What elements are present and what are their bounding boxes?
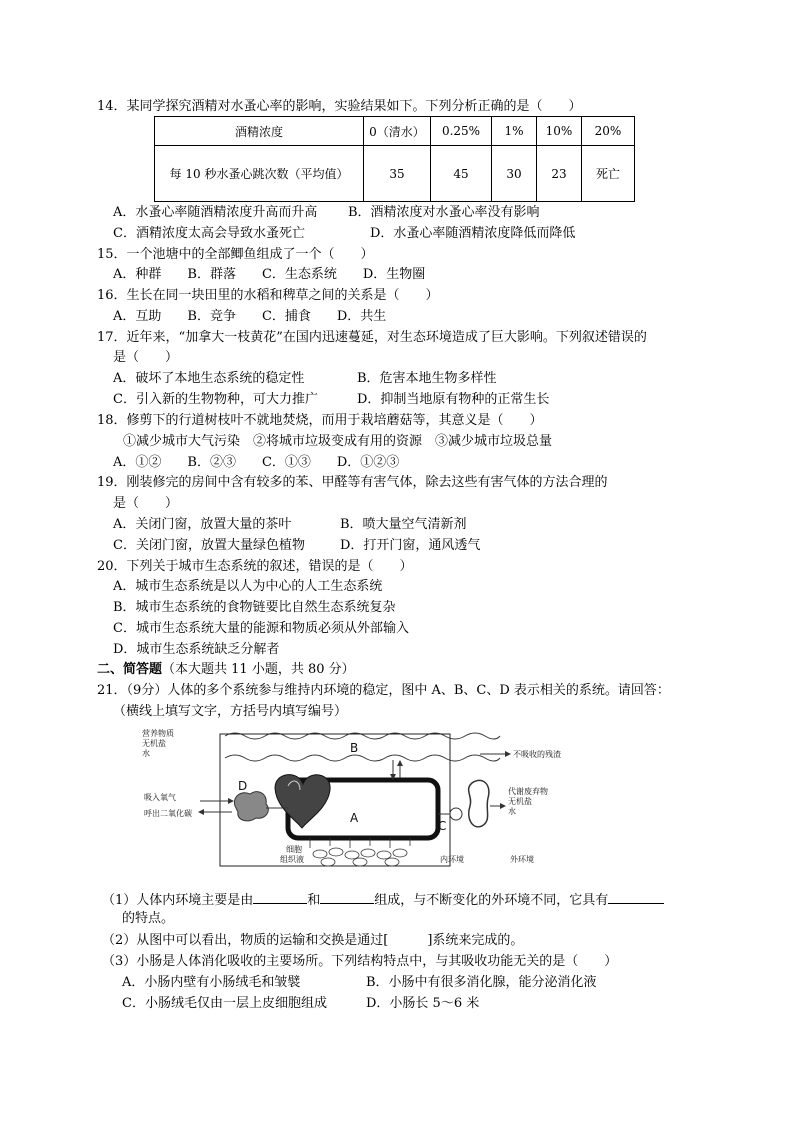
label-a: A (350, 811, 359, 825)
q17-option-d: D．抑制当地原有物种的正常生长 (357, 392, 550, 407)
q20-option-d: D．城市生态系统缺乏分解者 (113, 642, 280, 657)
answer-blank-1[interactable] (253, 890, 307, 904)
table-header-row (155, 117, 635, 146)
body-systems-diagram (140, 728, 570, 878)
table-cell: 死亡 (582, 146, 635, 202)
q14-table (154, 116, 635, 202)
q19-option-b: B．喷大量空气清新剂 (340, 517, 467, 532)
q20-option-c: C．城市生态系统大量的能源和物质必须从外部输入 (113, 621, 409, 636)
table-cell: 10% (537, 117, 582, 146)
diagram-svg (140, 728, 570, 878)
q17-option-b: B．危害本地生物多样性 (357, 371, 497, 386)
table-cell: 20% (582, 117, 635, 146)
waste-label-1: 代谢废弃物 (508, 787, 548, 796)
nutrients-label-3: 水 (142, 749, 150, 758)
q21-part3: （3）小肠是人体消化吸收的主要场所。下列结构特点中，与其吸收功能无关的是（ ） (102, 954, 618, 969)
q21-part3-option-b: B．小肠中有很多消化腺，能分泌消化液 (366, 975, 597, 990)
table-cell: 23 (537, 146, 582, 202)
q21-part3-option-a: A．小肠内壁有小肠绒毛和皱襞 (122, 975, 301, 990)
q21-part1-text-a: （1）人体内环境主要是由 (102, 893, 254, 908)
section-heading (97, 661, 355, 679)
q20-stem: 20．下列关于城市生态系统的叙述，错误的是（ ） (97, 559, 413, 574)
q21-part1-text-c: 组成，与不断变化的外环境不同，它具有 (374, 893, 609, 908)
q18-items: ①减少城市大气污染 ②将城市垃圾变成有用的资源 ③减少城市垃圾总量 (123, 434, 553, 449)
table-cell: 45 (431, 146, 492, 202)
label-b: B (350, 741, 359, 755)
tissue-fluid-label: 组织液 (280, 855, 304, 864)
q19-option-d: D．打开门窗，通风透气 (340, 538, 481, 553)
table-cell: 0（清水） (364, 117, 431, 146)
q16-stem: 16．生长在同一块田里的水稻和稗草之间的关系是（ ） (97, 288, 439, 303)
unabsorbed-label: 不吸收的残渣 (513, 750, 561, 759)
q21-hint: （横线上填写文字，方括号内填写编号） (113, 704, 348, 719)
q14-option-d: D．水蚤心率随酒精浓度降低而降低 (370, 226, 576, 241)
q17-option-c: C．引入新的生物物种，可大力推广 (113, 392, 318, 407)
q21-stem: 21．（9分）人体的多个系统参与维持内环境的稳定，图中 A、B、C、D 表示相关的系统。请回答： (97, 683, 670, 698)
q19-stem-cont: 是（ ） (113, 496, 179, 511)
q19-stem: 19．刚装修完的房间中含有较多的苯、甲醛等有害气体，除去这些有害气体的方法合理的 (97, 475, 608, 490)
q19-option-c: C．关闭门窗，放置大量绿色植物 (113, 538, 305, 553)
q21-part3-option-c: C．小肠绒毛仅由一层上皮细胞组成 (122, 996, 327, 1011)
q17-option-a: A．破坏了本地生态系统的稳定性 (113, 371, 305, 386)
table-cell: 35 (364, 146, 431, 202)
q14-option-b: B．酒精浓度对水蚤心率没有影响 (348, 205, 540, 220)
q16-options: A．互助 B．竞争 C．捕食 D．共生 (113, 309, 387, 324)
q21-part3-option-d: D．小肠长 5～6 米 (366, 996, 480, 1011)
table-cell: 酒精浓度 (155, 117, 364, 146)
waste-label-2: 无机盐 (508, 797, 532, 806)
q21-part2: （2）从图中可以看出，物质的运输和交换是通过[ ]系统来完成的。 (102, 933, 524, 948)
q21-part1-cont: 的特点。 (122, 911, 175, 926)
gas-out-label: 呼出二氧化碳 (144, 809, 192, 818)
table-cell: 每 10 秒水蚤心跳次数（平均值） (155, 146, 364, 202)
q18-stem: 18．修剪下的行道树枝叶不就地焚烧，而用于栽培蘑菇等，其意义是（ ） (97, 413, 543, 428)
q18-options: A．①② B．②③ C．①③ D．①②③ (113, 455, 400, 470)
answer-blank-2[interactable] (320, 890, 374, 904)
external-env-label: 外环境 (510, 855, 534, 864)
q14-option-c: C．酒精浓度太高会导致水蚤死亡 (113, 226, 305, 241)
q21-part1 (102, 890, 664, 910)
nutrients-label-2: 无机盐 (142, 739, 166, 748)
label-d: D (238, 779, 248, 793)
table-cell: 1% (492, 117, 537, 146)
nutrients-label-1: 营养物质 (142, 729, 174, 738)
waste-label-3: 水 (508, 807, 516, 816)
q17-stem-cont: 是（ ） (113, 350, 179, 365)
q19-option-a: A．关闭门窗，放置大量的茶叶 (113, 517, 292, 532)
q15-stem: 15．一个池塘中的全部鲫鱼组成了一个（ ） (97, 247, 374, 262)
table-cell: 30 (492, 146, 537, 202)
section-note: （本大题共 11 小题，共 80 分） (162, 662, 355, 677)
cells-label: 细胞 (286, 845, 302, 854)
q15-options: A．种群 B．群落 C．生态系统 D．生物圈 (113, 267, 426, 282)
table-row (155, 146, 635, 202)
table-cell: 0.25% (431, 117, 492, 146)
q20-option-b: B．城市生态系统的食物链要比自然生态系统复杂 (113, 600, 396, 615)
q14-stem: 14．某同学探究酒精对水蚤心率的影响，实验结果如下。下列分析正确的是（ ） (97, 99, 582, 114)
label-c: C (438, 819, 447, 833)
answer-blank-3[interactable] (608, 890, 664, 904)
internal-env-label: 内环境 (440, 855, 464, 864)
section-title: 二、简答题 (97, 662, 163, 677)
q17-stem: 17．近年来，“加拿大一枝黄花”在国内迅速蔓延，对生态环境造成了巨大影响。下列叙述错误的 (97, 330, 647, 345)
q20-option-a: A．城市生态系统是以人为中心的人工生态系统 (113, 579, 383, 594)
gas-in-label: 吸入氧气 (144, 793, 176, 802)
q14-option-a: A．水蚤心率随酒精浓度升高而升高 (113, 205, 318, 220)
q21-part1-text-b: 和 (307, 893, 321, 908)
